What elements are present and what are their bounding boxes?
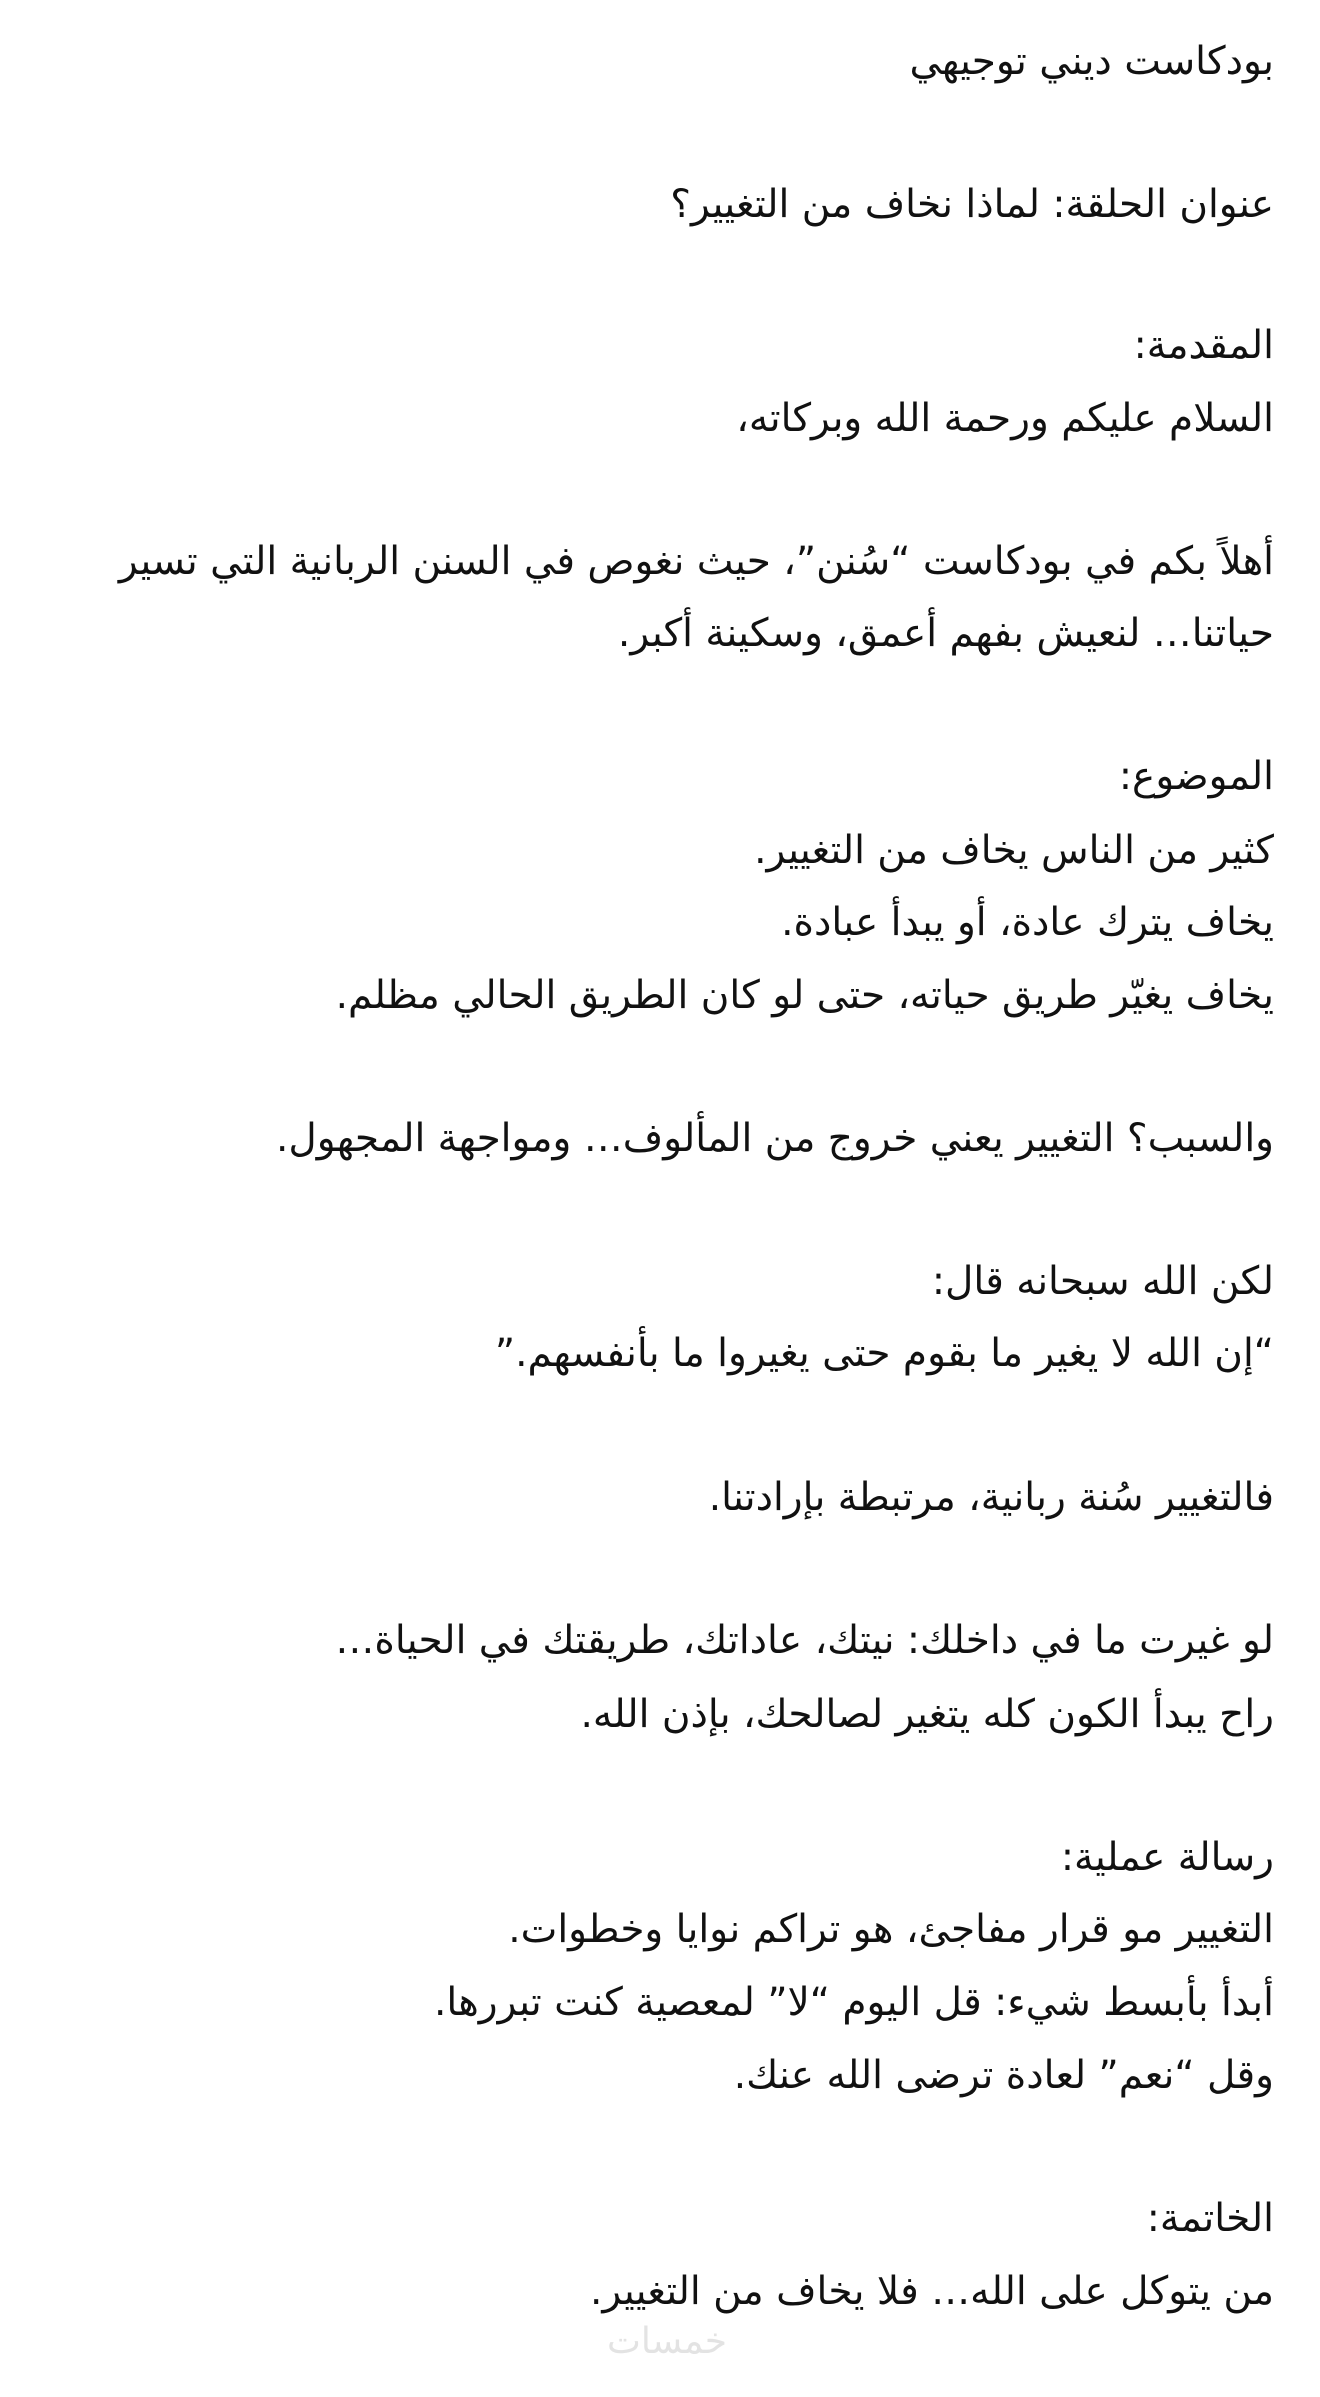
- inner-change-line-2: راح يبدأ الكون كله يتغير لصالحك، بإذن الله.: [580, 1692, 1274, 1737]
- practical-line-3: وقل “نعم” لعادة ترضى الله عنك.: [733, 2053, 1274, 2098]
- inner-change-line-1: لو غيرت ما في داخلك: نيتك، عاداتك، طريقتك في الحياة…: [335, 1618, 1274, 1663]
- topic-line-1: كثير من الناس يخاف من التغيير.: [754, 828, 1274, 873]
- conclusion-heading: الخاتمة:: [1146, 2196, 1274, 2241]
- topic-line-2: يخاف يترك عادة، أو يبدأ عبادة.: [781, 900, 1274, 945]
- sunnah-line: فالتغيير سُنة ربانية، مرتبطة بإرادتنا.: [708, 1475, 1274, 1520]
- topic-heading: الموضوع:: [1118, 754, 1274, 799]
- episode-title: عنوان الحلقة: لماذا نخاف من التغيير؟: [670, 182, 1274, 227]
- welcome-line-1: أهلاً بكم في بودكاست “سُنن”، حيث نغوص في السنن الربانية التي تسير: [118, 539, 1274, 584]
- welcome-line-2: حياتنا… لنعيش بفهم أعمق، وسكينة أكبر.: [617, 611, 1274, 656]
- practical-heading: رسالة عملية:: [1060, 1835, 1274, 1880]
- quran-verse: “إن الله لا يغير ما بقوم حتى يغيروا ما بأنفسهم.”: [494, 1331, 1274, 1376]
- khamsat-watermark: خمسات: [606, 2321, 728, 2362]
- quran-intro: لكن الله سبحانه قال:: [931, 1259, 1274, 1304]
- intro-heading: المقدمة:: [1133, 323, 1274, 368]
- document-title: بودكاست ديني توجيهي: [909, 39, 1274, 84]
- topic-line-3: يخاف يغيّر طريق حياته، حتى لو كان الطريق الحالي مظلم.: [335, 973, 1274, 1018]
- practical-line-2: أبدأ بأبسط شيء: قل اليوم “لا” لمعصية كنت تبررها.: [433, 1980, 1274, 2025]
- conclusion-line: من يتوكل على الله… فلا يخاف من التغيير.: [589, 2269, 1274, 2314]
- practical-line-1: التغيير مو قرار مفاجئ، هو تراكم نوايا وخطوات.: [508, 1907, 1274, 1952]
- greeting-line: السلام عليكم ورحمة الله وبركاته،: [736, 396, 1274, 441]
- reason-line: والسبب؟ التغيير يعني خروج من المألوف… ومواجهة المجهول.: [275, 1116, 1274, 1161]
